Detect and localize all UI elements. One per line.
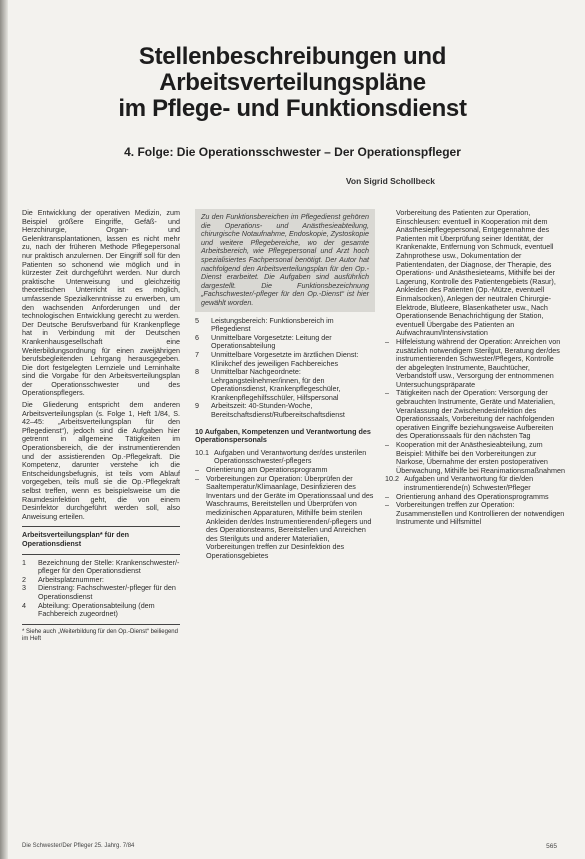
task-item: 10.1 Aufgaben und Verantwortung der/des unsterilen Operationsschwester/-pflegers [195, 447, 367, 466]
divider [22, 624, 180, 625]
plan-item: 8 Unmittelbar Nachgeordnete: Lehrgangsteilnehmer/innen, für den Operationsdienst, Krankenpflegeschüler, Krankenpflegehilfsschüler, Hilfspersonal [195, 367, 341, 402]
plan-item: 6 Unmittelbare Vorgesetzte: Leitung der Operationsabteilung [195, 332, 332, 351]
plan-item: 4 Abteilung: Operationsabteilung (dem Fachbereich zugeordnet) [22, 600, 155, 619]
plan-item: 5 Leistungsbereich: Funktionsbereich im Pflegedienst [195, 315, 334, 334]
footer-journal: Die Schwester/Der Pfleger 25. Jahrg. 7/84 [22, 843, 135, 849]
column-3 [385, 209, 565, 527]
section-10-title: 10 Aufgaben, Kompetenzen und Verantwortung des Operationspersonals [195, 426, 371, 445]
body-paragraph: Die Entwicklung der operativen Medizin, zum Beispiel größere Eingriffe, Gefäß- und Herzchirurgie, Organ- und Gelenktransplantationen, lassen es nicht mehr zu, nach der früheren Methode Pflegepersonal nur praktisch anzulernen. Der Eingriff soll für den Patienten so schonend wie möglich und in kürzester Zeit durchgeführt werden. Nur durch praktische Unterweisung und gleichzeitig theoretischen Unterricht ist es möglich, umfassende Spezialkenntnisse zu erwerben, um den wachsenden Anforderungen und der technologischen Entwicklung gerecht zu werden. Der Deutsche Berufsverband für Krankenpflege hat in Verbindung mit der Deutschen Krankenhausgesellschaft eine Weiterbildungsordnung für einen zweijährigen berufsbegleitenden Lehrgang herausgegeben. Die dort festgelegten Lernziele und Lerninhalte sind die Vorgabe für den Arbeitsverteilungsplan der Operationsschwester und des Operationspflegers. [22, 208, 180, 398]
plan-title: Arbeitsverteilungsplan* für den Operationsdienst [22, 530, 130, 548]
intro-box [195, 209, 375, 312]
task-item: Vorbereitung des Patienten zur Operation, Einschleusen: eventuell in Kooperation mit dem Anästhesiepflegepersonal, Entgegennahme des Patienten mit Überprüfung seiner Identität, der Krankenakte, Entfernung von Schmuck, eventuell Zahnprothese usw., Dokumentation der Patientendaten, der Diagnose, der Therapie, des Operations- und Anästhesieteams, Mithilfe bei der Lagerung, Kontrolle des Patientengebiets (Rasur), Ankleiden des Patienten (Op.-Mütze, eventuell Einmalsocken), Anlegen der neutralen Chirurgie-Elektrode, Blutleere, Blasenkatheter usw., Nach Operationsende Benachrichtigung der Station, eventuell Übergabe des Patienten an Aufwachraum/Intensivstation [396, 208, 556, 338]
title-line-1: Stellenbeschreibungen und [138, 43, 447, 70]
author-line: Von Sigrid Schollbeck [345, 176, 435, 186]
title-line-2: Arbeitsverteilungspläne [159, 69, 426, 96]
footnote: * Siehe auch „Weiterbildung für den Op.-Dienst“ beiliegend im Heft [22, 628, 178, 642]
plan-item: 2 Arbeitsplatznummer: [22, 574, 104, 584]
article-subtitle: 4. Folge: Die Operationsschwester – Der Operationspfleger [124, 145, 461, 159]
task-item: 10.2 Aufgaben und Verantwortung für die/den instrumentierende(n) Schwester/Pfleger [385, 474, 534, 492]
task-item: – Orientierung am Operationsprogramm [195, 465, 328, 475]
task-item: – Vorbereitungen zur Operation: Überprüfen der Saaltemperatur/Klimaanlage, Desinfizieren des Inventars und der Geräte im Operationssaal und des Waschraums, Bereitstellen und Überprüfen von medizinischen Apparaturen, Mithilfe beim sterilen Ankleiden der/des Instrumentierenden/-pflegers und des Operationsteams, Bereitstellen und Anreichen des Sterilguts und anderer Materialien, Vorbereitungen treffen zur Desinfektion des Operationsgebietes [195, 473, 374, 560]
column-2 [195, 209, 375, 561]
title-line-3: im Pflege- und Funktionsdienst [118, 95, 467, 122]
article-title [40, 44, 545, 122]
plan-item: 3 Dienstrang: Fachschwester/-pfleger für den Operationsdienst [22, 583, 176, 601]
page-number: 565 [546, 843, 557, 850]
task-item: – Vorbereitungen treffen zur Operation: Zusammenstellen und Kontrollieren der notwendigen Instrumente und Hilfsmittel [385, 500, 565, 527]
task-item: – Orientierung anhand des Operationsprogramms [385, 491, 549, 501]
page-edge-shadow [0, 0, 8, 859]
plan-item: 1 Bezeichnung der Stelle: Krankenschwester/-pfleger für den Operationsdienst [22, 557, 180, 576]
plan-item: 7 Unmittelbare Vorgesetzte im ärztlichen Dienst: Klinikchef des jeweiligen Fachbereiches [195, 349, 359, 368]
plan-item: 9 Arbeitszeit: 40-Stunden-Woche, Bereitschaftsdienst/Rufbereitschaftsdienst [195, 401, 345, 420]
divider [22, 526, 180, 527]
divider [22, 554, 180, 555]
task-item: – Tätigkeiten nach der Operation: Versorgung der gebrauchten Instrumente, Geräte und Materialien, Veranlassung der Zwischendesinfektion des Operationssaals, Vorbereitung der nachfolgenden operativen Eingriffe beziehungsweise Aufbereiten des Operationssaals für den nächsten Tag [385, 388, 556, 441]
column-1 [22, 209, 180, 643]
task-item: – Hilfeleistung während der Operation: Anreichen von zusätzlich notwendigem Sterilgut, Beratung der/des instrumentierenden Schwester/Pflegers, Kontrolle der abgelegten Instrumente, Bauchtücher, Verbandstoff usw., Versorgung der entnommenen Untersuchungspräparate [385, 336, 561, 389]
body-paragraph: Die Gliederung entspricht dem anderen Arbeitsverteilungsplan (s. Folge 1, Heft 1/84, S. 42–45: „Arbeitsverteilungsplan für den Pflegedienst“), jedoch sind die Aufgaben hier getrennt in allgemeine Tätigkeiten im Operationsbereich, die der instrumentierenden und der assistierenden Op.-Pflegekraft. Die Kompetenz, darunter verstehe ich die Entscheidungsbefugnis, ist teils vom Ablauf vorgegeben, teils muß sie die Op.-Pflegekraft selbst treffen, wenn es beispielsweise um die Raumdesinfektion geht, die von einem Desinfektor durchgeführt werden soll, also Anweisung erteilen. [22, 400, 180, 521]
task-item: – Kooperation mit der Anästhesieabteilung, zum Beispiel: Mithilfe bei den Vorbereitungen zur Narkose, Übernahme der ersten postoperativen Überwachung, Mithilfe bei Reanimationsmaßnahmen [385, 440, 565, 475]
intro-box-text: Zu den Funktionsbereichen im Pflegedienst gehören die Operations- und Anästhesieabteilung, chirurgische Notaufnahme, Endoskopie, Zystoskopie und weitere Pflegebereiche, wo der gesamte Arbeitsbereich, wie Pflegepersonal und Arzt hoch spezialisiertes Fachpersonal benötigt. Der Autor hat nachfolgend den Arbeitsverteilungsplan für den Op.-Dienst erarbeitet. Die Aufgaben sind ausführlich dargestellt. Die Funktionsbezeichnung „Fachschwester/-pfleger für den Op.-Dienst“ ist hier gewählt worden. [201, 212, 369, 307]
